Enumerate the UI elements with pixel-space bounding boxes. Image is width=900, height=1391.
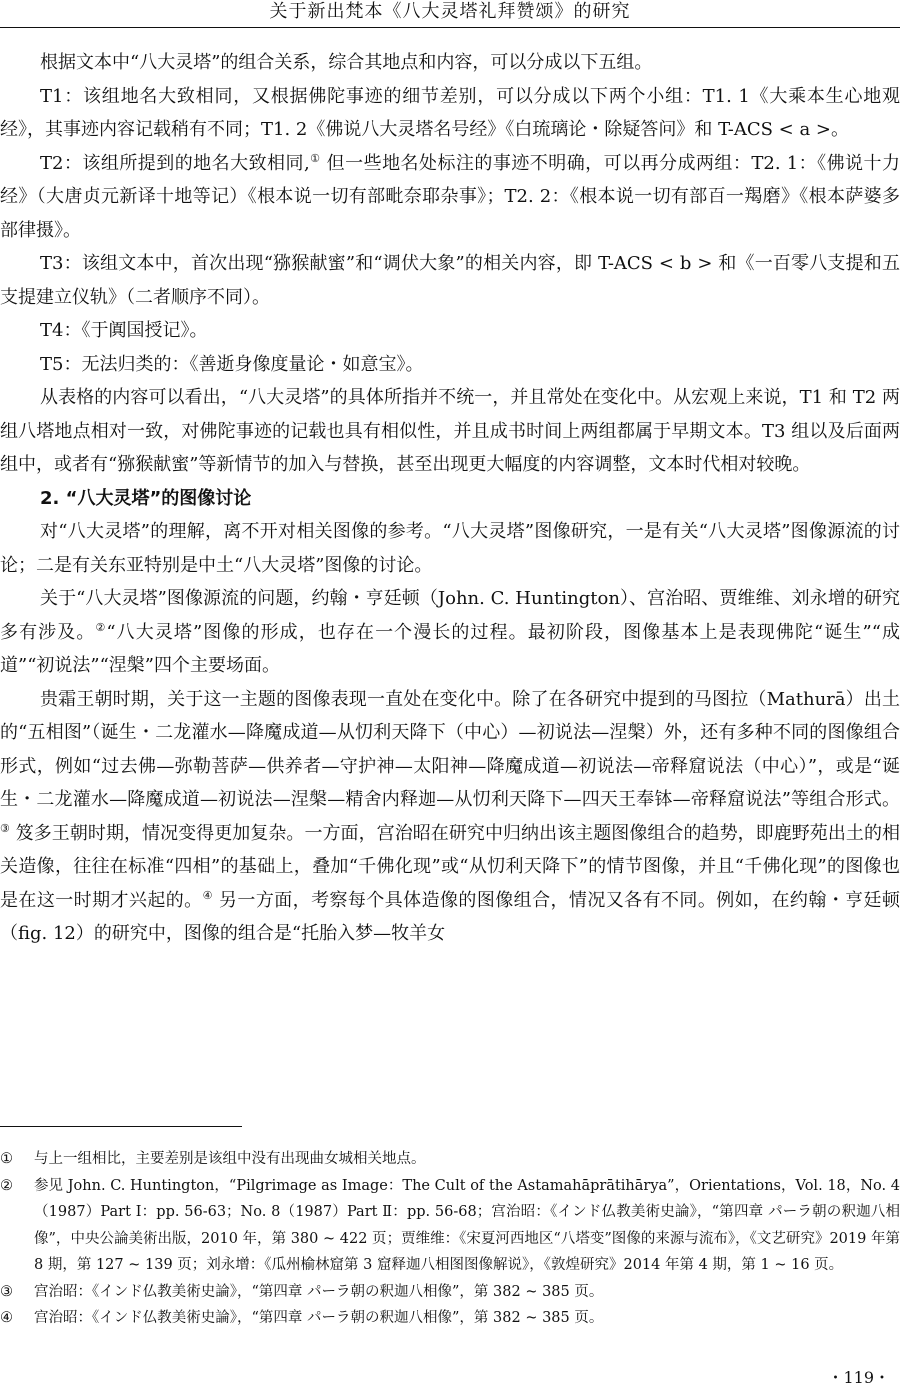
paragraph: T4：《于阗国授记》。 — [40, 320, 208, 341]
paragraph-part: 笈多王朝时期，情况变得更加复杂。一方面，宫治昭在研究中归纳出该主题图像组合的趋势，即鹿野苑出土的相关造像，往往在标准“四相”的基础上，叠加“千佛化现”或“从忉利天降下”的情节图像，并且“千佛化现”的图像也是在这一时期才兴起的。 — [0, 822, 900, 911]
footnote-ref-3[interactable]: ③ — [0, 821, 10, 835]
paragraph: 从表格的内容可以看出，“八大灵塔”的具体所指并不统一，并且常处在变化中。从宏观上来说，T1 和 T2 两组八塔地点相对一致，对佛陀事迹的记载也具有相似性，并且成书时间上两组都属于早期文本。T3 组以及后面两组中，或者有“猕猴献蜜”等新情节的加入与替换，甚至出现更大幅度的内容调整，文本时代相对较晚。 — [0, 387, 900, 475]
paragraph — [0, 582, 900, 683]
t2-rest: 但一些地名处标注的事迹不明确，可以再分成两组：T2. 1：《佛说十力经》（大唐贞元新译十地等记）《根本说一切有部毗奈耶杂事》；T2. 2：《根本说一切有部百一羯磨》《根本萨婆多部律摄》。 — [0, 152, 900, 241]
paragraph: T1：该组地名大致相同，又根据佛陀事迹的细节差别，可以分成以下两个小组：T1. 1《大乘本生心地观经》，其事迹内容记载稍有不同；T1. 2《佛说八大灵塔名号经》《白琉璃论・除疑答问》和 T-ACS < a >。 — [0, 85, 900, 140]
paragraph — [0, 683, 900, 951]
footnote-mark: ② — [0, 1177, 13, 1194]
footnote-3 — [0, 1279, 900, 1306]
paragraph-part: “八大灵塔”图像的形成，也存在一个漫长的过程。最初阶段，图像基本上是表现佛陀“诞生”“成道”“初说法”“涅槃”四个主要场面。 — [0, 621, 900, 676]
t2-lead: T2：该组所提到的地名大致相同, — [40, 152, 310, 174]
paragraph-part: 贵霜王朝时期，关于这一主题的图像表现一直处在变化中。除了在各研究中提到的马图拉（Mathurā）出土的“五相图”（诞生・二龙灌水—降魔成道—从忉利天降下（中心）—初说法—涅槃）外，还有多种不同的图像组合形式，例如“过去佛—弥勒菩萨—供养者—守护神—太阳神—降魔成道—初说法—帝释窟说法（中心）”，或是“诞生・二龙灌水—降魔成道—初说法—涅槃—精舍内释迦—从忉利天降下—四天王奉钵—帝释窟说法”等组合形式。 — [0, 688, 900, 810]
footnote-ref-1[interactable]: ① — [309, 151, 321, 165]
paragraph-part: 关于“八大灵塔”图像源流的问题，约翰・亨廷顿（John. C. Huntington）、宫治昭、贾维维、刘永增的研究多有涉及。 — [0, 588, 900, 643]
footnote-mark: ③ — [0, 1283, 13, 1300]
paragraph-part: 另一方面，考察每个具体造像的图像组合，情况又各有不同。例如，在约翰・亨廷顿（fig. 12）的研究中，图像的组合是“托胎入梦—牧羊女 — [0, 889, 900, 944]
paragraph: 对“八大灵塔”的理解，离不开对相关图像的参考。“八大灵塔”图像研究，一是有关“八大灵塔”图像源流的讨论；二是有关东亚特别是中土“八大灵塔”图像的讨论。 — [0, 521, 900, 576]
footnote-rule — [0, 1126, 242, 1127]
footnote-mark: ① — [0, 1151, 13, 1167]
footnote-2 — [0, 1173, 900, 1279]
paragraph — [0, 147, 900, 248]
paragraph: T5：无法归类的：《善逝身像度量论・如意宝》。 — [40, 353, 424, 375]
footnote-text: 宫治昭：《インド仏教美術史論》，“第四章 パーラ朝の釈迦八相像”，第 382 ~ 385 页。 — [34, 1283, 604, 1300]
paragraph: T3：该组文本中，首次出现“猕猴献蜜”和“调伏大象”的相关内容，即 T-ACS < b > 和《一百零八支提和五支提建立仪轨》（二者顺序不同）。 — [0, 253, 900, 308]
footnotes — [0, 1146, 900, 1332]
footnote-text: 宫治昭：《インド仏教美術史論》，“第四章 パーラ朝の釈迦八相像”，第 382 ~ 385 页。 — [34, 1310, 604, 1326]
footnote-text: 参见 John. C. Huntington，“Pilgrimage as Image：The Cult of the Astamahāprātihārya”，Orientations，Vol. 18，No. 4（1987）Part Ⅰ：pp. 56-63；No. 8（1987）Part Ⅱ：pp. 56-68；宫治昭：《インド仏教美術史論》，“第四章 パーラ朝の釈迦八相像”，中央公論美術出版，2010 年，第 380 ~ 422 页；贾维维：《宋夏河西地区“八塔变”图像的来源与流布》，《文艺研究》2019 年第 8 期，第 127 ~ 139 页；刘永增：《瓜州榆林窟第 3 窟释迦八相图图像解说》，《敦煌研究》2014 年第 4 期，第 1 ~ 16 页。 — [34, 1177, 900, 1273]
paragraph: 根据文本中“八大灵塔”的组合关系，综合其地点和内容，可以分成以下五组。 — [40, 52, 653, 73]
footnote-text: 与上一组相比，主要差别是该组中没有出现曲女城相关地点。 — [34, 1151, 426, 1167]
header-rule — [0, 27, 900, 28]
footnote-ref-4[interactable]: ④ — [202, 888, 213, 902]
footnote-1 — [0, 1146, 900, 1173]
footnote-mark: ④ — [0, 1310, 13, 1326]
running-head: 关于新出梵本《八大灵塔礼拜赞颂》的研究 — [269, 1, 631, 22]
section-heading: 2. “八大灵塔”的图像讨论 — [40, 487, 252, 509]
page-number: ・119・ — [827, 1368, 890, 1387]
footnote-ref-2[interactable]: ② — [95, 620, 107, 634]
body-text — [0, 46, 900, 951]
footnote-4 — [0, 1305, 900, 1332]
